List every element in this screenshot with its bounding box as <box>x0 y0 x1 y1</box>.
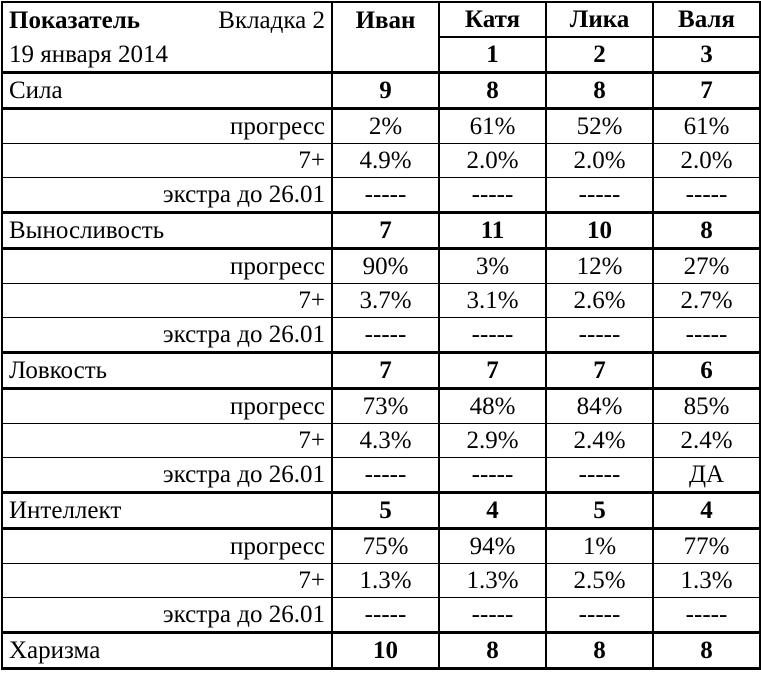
player-num-ivan <box>332 37 439 73</box>
stat-value-lika: 7 <box>546 353 653 389</box>
stat-subrow <box>2 564 760 598</box>
stat-subrow <box>2 598 760 633</box>
subrow-value-lika: ----- <box>546 178 653 213</box>
subrow-value-ivan: 73% <box>332 389 439 424</box>
subrow-value-ivan: 4.9% <box>332 144 439 178</box>
player-num-katya: 1 <box>439 37 546 73</box>
stat-value-lika: 8 <box>546 73 653 109</box>
stat-row <box>2 73 760 109</box>
subrow-value-katya: ----- <box>439 318 546 353</box>
subrow-label: прогресс <box>2 249 332 284</box>
subrow-label: экстра до 26.01 <box>2 318 332 353</box>
subrow-value-lika: ----- <box>546 318 653 353</box>
subrow-value-lika: 2.6% <box>546 284 653 318</box>
stat-value-valya: 4 <box>653 493 760 529</box>
subrow-value-lika: 2.4% <box>546 424 653 458</box>
player-name-lika: Лика <box>546 2 653 37</box>
stat-row <box>2 213 760 249</box>
subrow-value-katya: 1.3% <box>439 564 546 598</box>
subrow-value-lika: 2.0% <box>546 144 653 178</box>
table-title: Показатель <box>9 6 140 34</box>
subrow-value-valya: 1.3% <box>653 564 760 598</box>
player-num-valya: 3 <box>653 37 760 73</box>
stat-value-lika: 8 <box>546 633 653 669</box>
subrow-label: прогресс <box>2 389 332 424</box>
player-num-lika: 2 <box>546 37 653 73</box>
tab-label: Вкладка 2 <box>218 6 325 34</box>
subrow-value-valya: 2.4% <box>653 424 760 458</box>
subrow-value-ivan: 2% <box>332 109 439 144</box>
stat-subrow <box>2 389 760 424</box>
stat-value-ivan: 7 <box>332 353 439 389</box>
stat-row <box>2 493 760 529</box>
stats-table-body <box>2 2 760 669</box>
stat-subrow <box>2 249 760 284</box>
stat-subrow <box>2 318 760 353</box>
stat-name: Ловкость <box>2 353 332 389</box>
stats-table <box>1 1 761 670</box>
subrow-label: экстра до 26.01 <box>2 458 332 493</box>
subrow-value-ivan: 1.3% <box>332 564 439 598</box>
subrow-value-katya: ----- <box>439 598 546 633</box>
subrow-value-lika: 52% <box>546 109 653 144</box>
subrow-value-valya: 61% <box>653 109 760 144</box>
subrow-value-lika: 84% <box>546 389 653 424</box>
subrow-value-ivan: 75% <box>332 529 439 564</box>
stat-name: Интеллект <box>2 493 332 529</box>
subrow-value-ivan: 4.3% <box>332 424 439 458</box>
subrow-value-katya: ----- <box>439 458 546 493</box>
subrow-label: прогресс <box>2 529 332 564</box>
subrow-value-valya: 27% <box>653 249 760 284</box>
header-title-cell <box>2 2 332 37</box>
subrow-label: прогресс <box>2 109 332 144</box>
subrow-value-valya: ДА <box>653 458 760 493</box>
subrow-value-ivan: ----- <box>332 318 439 353</box>
stat-value-katya: 7 <box>439 353 546 389</box>
subrow-value-valya: ----- <box>653 318 760 353</box>
subrow-value-ivan: ----- <box>332 178 439 213</box>
subrow-value-ivan: 90% <box>332 249 439 284</box>
subrow-label: экстра до 26.01 <box>2 598 332 633</box>
header-row <box>2 2 760 37</box>
subrow-value-katya: 61% <box>439 109 546 144</box>
stat-value-valya: 8 <box>653 213 760 249</box>
stat-name: Выносливость <box>2 213 332 249</box>
subrow-value-lika: ----- <box>546 458 653 493</box>
stat-value-ivan: 9 <box>332 73 439 109</box>
subrow-value-valya: 2.0% <box>653 144 760 178</box>
player-name-ivan: Иван <box>332 2 439 37</box>
stat-value-katya: 8 <box>439 633 546 669</box>
subrow-value-valya: ----- <box>653 598 760 633</box>
stat-subrow <box>2 458 760 493</box>
subrow-value-katya: 2.0% <box>439 144 546 178</box>
subrow-value-valya: 85% <box>653 389 760 424</box>
subrow-label: экстра до 26.01 <box>2 178 332 213</box>
subrow-value-valya: 2.7% <box>653 284 760 318</box>
stat-row <box>2 633 760 669</box>
stat-name: Сила <box>2 73 332 109</box>
stat-name: Харизма <box>2 633 332 669</box>
stat-row <box>2 353 760 389</box>
stat-subrow <box>2 529 760 564</box>
player-name-valya: Валя <box>653 2 760 37</box>
player-name-katya: Катя <box>439 2 546 37</box>
subrow-value-katya: 3.1% <box>439 284 546 318</box>
stat-value-lika: 5 <box>546 493 653 529</box>
subrow-value-valya: 77% <box>653 529 760 564</box>
subrow-value-ivan: 3.7% <box>332 284 439 318</box>
subrow-label: 7+ <box>2 564 332 598</box>
subrow-value-katya: 94% <box>439 529 546 564</box>
stat-value-ivan: 7 <box>332 213 439 249</box>
stat-value-katya: 4 <box>439 493 546 529</box>
subrow-label: 7+ <box>2 144 332 178</box>
stat-value-valya: 8 <box>653 633 760 669</box>
stat-value-valya: 7 <box>653 73 760 109</box>
stat-subrow <box>2 424 760 458</box>
stat-subrow <box>2 109 760 144</box>
stat-value-katya: 11 <box>439 213 546 249</box>
stat-value-lika: 10 <box>546 213 653 249</box>
table-date: 19 января 2014 <box>2 37 332 73</box>
subrow-value-lika: 12% <box>546 249 653 284</box>
stat-subrow <box>2 178 760 213</box>
subrow-value-ivan: ----- <box>332 598 439 633</box>
stat-subrow <box>2 284 760 318</box>
subrow-value-valya: ----- <box>653 178 760 213</box>
subrow-value-lika: ----- <box>546 598 653 633</box>
subrow-value-lika: 1% <box>546 529 653 564</box>
subrow-label: 7+ <box>2 424 332 458</box>
subrow-value-katya: 2.9% <box>439 424 546 458</box>
subrow-value-lika: 2.5% <box>546 564 653 598</box>
header-subrow <box>2 37 760 73</box>
subrow-value-katya: 48% <box>439 389 546 424</box>
stat-value-katya: 8 <box>439 73 546 109</box>
subrow-value-katya: ----- <box>439 178 546 213</box>
stat-value-ivan: 10 <box>332 633 439 669</box>
stat-subrow <box>2 144 760 178</box>
stat-value-ivan: 5 <box>332 493 439 529</box>
subrow-value-katya: 3% <box>439 249 546 284</box>
stat-value-valya: 6 <box>653 353 760 389</box>
subrow-label: 7+ <box>2 284 332 318</box>
subrow-value-ivan: ----- <box>332 458 439 493</box>
